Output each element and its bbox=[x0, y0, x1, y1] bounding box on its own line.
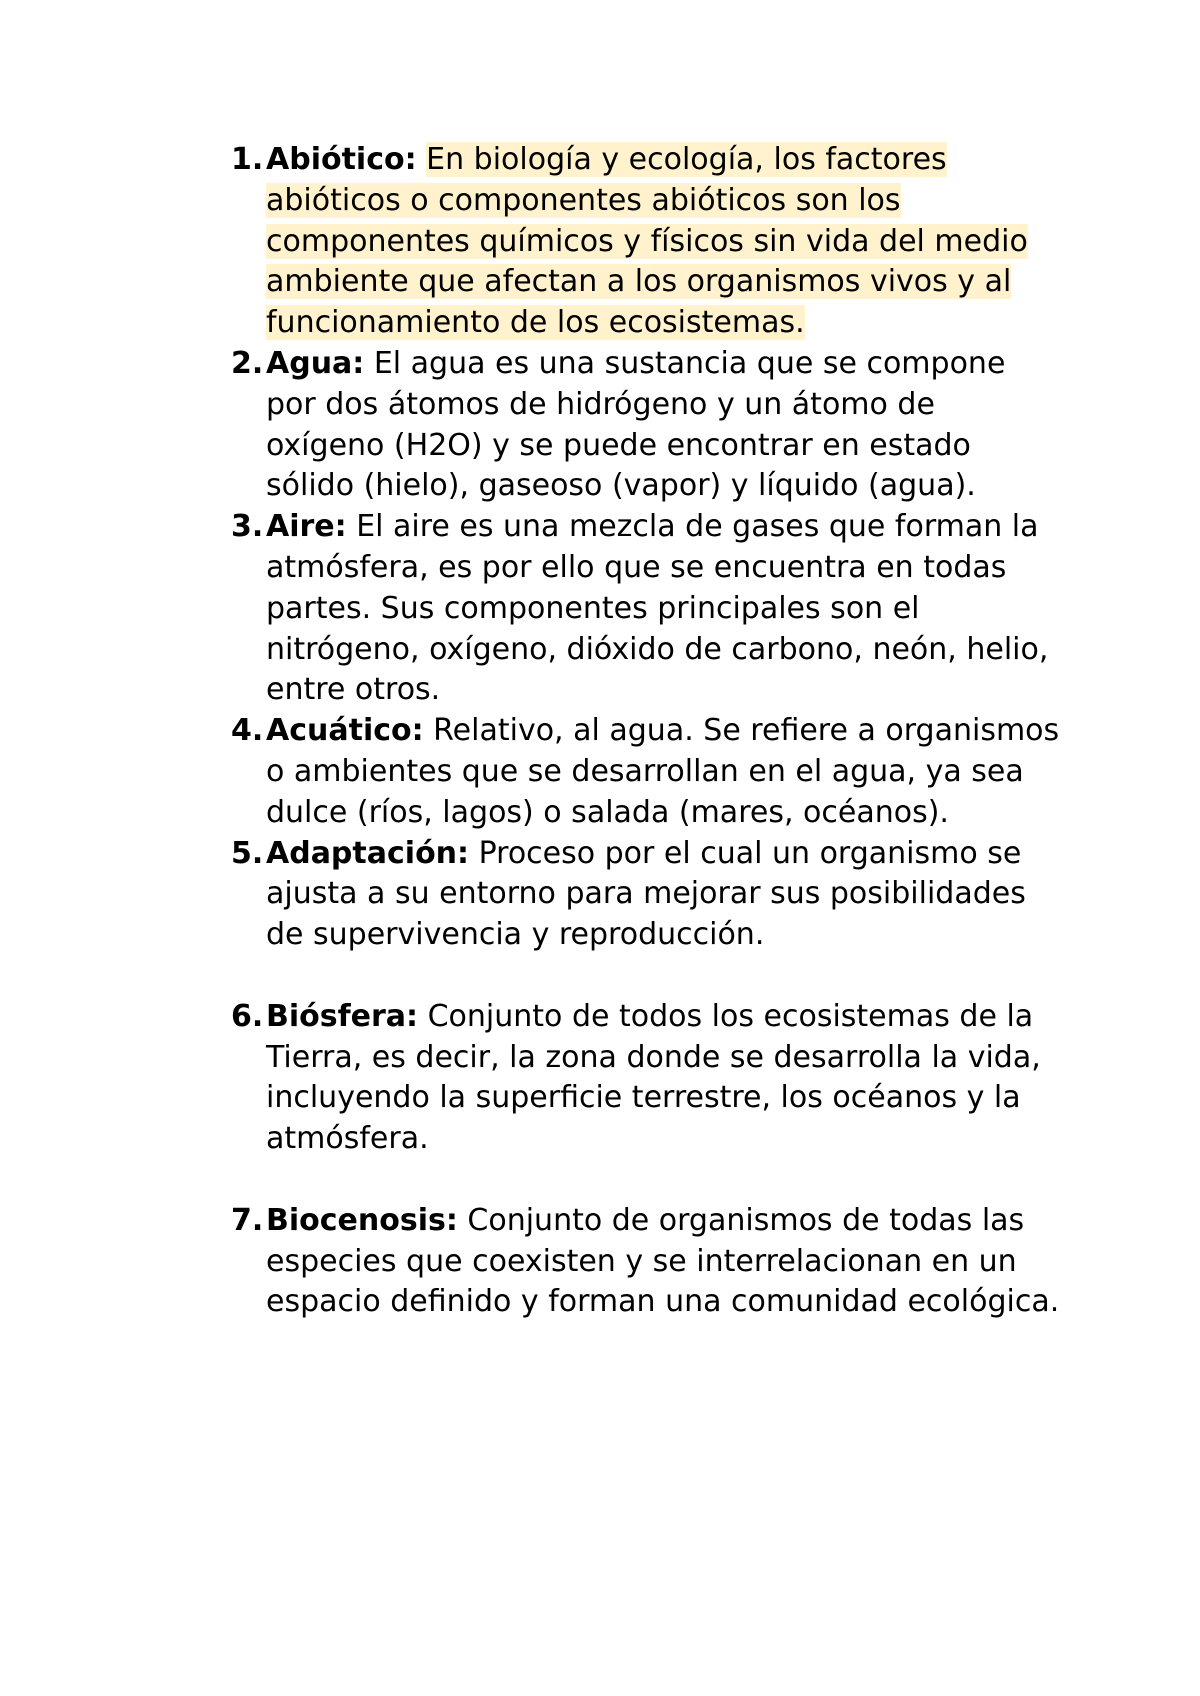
entry-definition-highlighted: En biología y ecología, los factores abióticos o componentes abióticos son los componentes químicos y físicos sin vida del medio ambiente que afectan a los organismos vivos y al funcionamiento de los ecosistemas. bbox=[266, 142, 1028, 341]
glossary-entry-aire bbox=[231, 507, 1061, 711]
glossary-entry-abiotico bbox=[231, 140, 1061, 344]
entry-number: 2. bbox=[231, 345, 264, 381]
entry-term: Biocenosis: bbox=[266, 1202, 458, 1238]
glossary-entry-biosfera bbox=[231, 997, 1061, 1160]
entry-definition: Conjunto de todos los ecosistemas de la Tierra, es decir, la zona donde se desarrolla la vida, incluyendo la superficie terrestre, los océanos y la atmósfera. bbox=[266, 998, 1041, 1157]
glossary-entry-biocenosis bbox=[231, 1201, 1061, 1323]
entry-number: 1. bbox=[231, 142, 264, 177]
glossary-list bbox=[231, 140, 1061, 1323]
entry-term: Aire: bbox=[266, 509, 347, 545]
entry-number: 6. bbox=[231, 998, 264, 1034]
glossary-entry-agua bbox=[231, 344, 1061, 507]
entry-number: 7. bbox=[231, 1202, 264, 1238]
glossary-entry-acuatico bbox=[231, 711, 1061, 833]
entry-definition: El aire es una mezcla de gases que forman la atmósfera, es por ello que se encuentra en todas partes. Sus componentes principales son el nitrógeno, oxígeno, dióxido de carbono, neón, helio, entre otros. bbox=[266, 509, 1049, 708]
entry-term: Acuático: bbox=[266, 713, 424, 749]
entry-term: Agua: bbox=[266, 345, 365, 381]
glossary-entry-adaptacion bbox=[231, 834, 1061, 956]
entry-definition: Proceso por el cual un organismo se ajusta a su entorno para mejorar sus posibilidades de supervivencia y reproducción. bbox=[266, 835, 1026, 953]
entry-number: 5. bbox=[231, 835, 264, 871]
entry-definition: Relativo, al agua. Se refiere a organismos o ambientes que se desarrollan en el agua, ya sea dulce (ríos, lagos) o salada (mares, océanos). bbox=[266, 713, 1060, 830]
entry-definition: El agua es una sustancia que se compone por dos átomos de hidrógeno y un átomo de oxígeno (H2O) y se puede encontrar en estado sólido (hielo), gaseoso (vapor) y líquido (agua). bbox=[266, 345, 1006, 504]
entry-definition: Conjunto de organismos de todas las especies que coexisten y se interrelacionan en un espacio definido y forman una comunidad ecológica. bbox=[266, 1202, 1060, 1320]
entry-term: Abiótico: bbox=[266, 142, 417, 177]
entry-term: Adaptación: bbox=[266, 835, 470, 871]
entry-number: 4. bbox=[231, 713, 264, 749]
entry-term: Biósfera: bbox=[266, 998, 419, 1034]
entry-number: 3. bbox=[231, 509, 264, 545]
